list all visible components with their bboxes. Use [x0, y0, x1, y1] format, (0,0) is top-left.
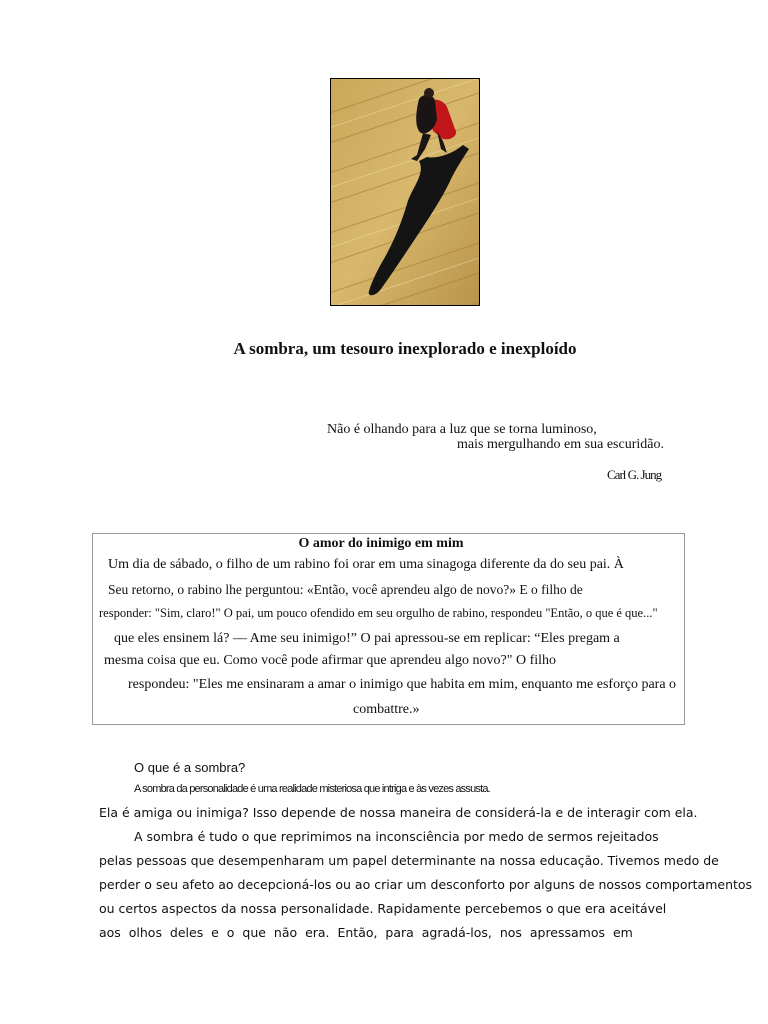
- body-line: Ela é amiga ou inimiga? Isso depende de nossa maneira de considerá-la e de interagir com ela.: [99, 805, 698, 820]
- story-line: responder: "Sim, claro!" O pai, um pouco ofendido em seu orgulho de rabino, respondeu "Então, o que é que...": [99, 606, 658, 620]
- story-line: Seu retorno, o rabino lhe perguntou: «Então, você aprendeu algo de novo?» E o filho de: [108, 582, 583, 597]
- section-lead: A sombra da personalidade é uma realidade misteriosa que intriga e às vezes assusta.: [134, 783, 490, 795]
- body-line: aos olhos deles e o que não era. Então, para agradá-los, nos apressamos em: [99, 925, 633, 940]
- epigraph-author: Carl G. Jung: [607, 467, 662, 482]
- epigraph-line-1: Não é olhando para a luz que se torna luminoso,: [327, 422, 597, 437]
- shadow-photo: [330, 78, 480, 306]
- story-line: mesma coisa que eu. Como você pode afirmar que aprendeu algo novo?" O filho: [104, 653, 557, 668]
- page-title: A sombra, um tesouro inexplorado e inexploído: [233, 339, 577, 358]
- story-title: O amor do inimigo em mim: [298, 536, 464, 551]
- body-line: perder o seu afeto ao decepcioná-los ou ao criar um desconforto por alguns de nossos comportamentos: [99, 877, 753, 892]
- story-line: que eles ensinem lá? — Ame seu inimigo!” O pai apressou-se em replicar: “Eles pregam a: [114, 631, 620, 646]
- story-line: Um dia de sábado, o filho de um rabino foi orar em uma sinagoga diferente da do seu pai. À: [108, 557, 624, 572]
- body-line: A sombra é tudo o que reprimimos na inconsciência por medo de sermos rejeitados: [134, 829, 659, 844]
- story-line: respondeu: "Eles me ensinaram a amar o inimigo que habita em mim, enquanto me esforço para o: [128, 677, 677, 692]
- body-line: pelas pessoas que desempenharam um papel determinante na nossa educação. Tivemos medo de: [99, 853, 719, 868]
- shadow-photo-svg: [331, 79, 479, 305]
- epigraph-line-2: mais mergulhando em sua escuridão.: [457, 437, 664, 452]
- body-line: ou certos aspectos da nossa personalidade. Rapidamente percebemos o que era aceitável: [99, 901, 667, 916]
- story-line: combattre.»: [353, 702, 420, 717]
- section-question: O que é a sombra?: [134, 760, 246, 775]
